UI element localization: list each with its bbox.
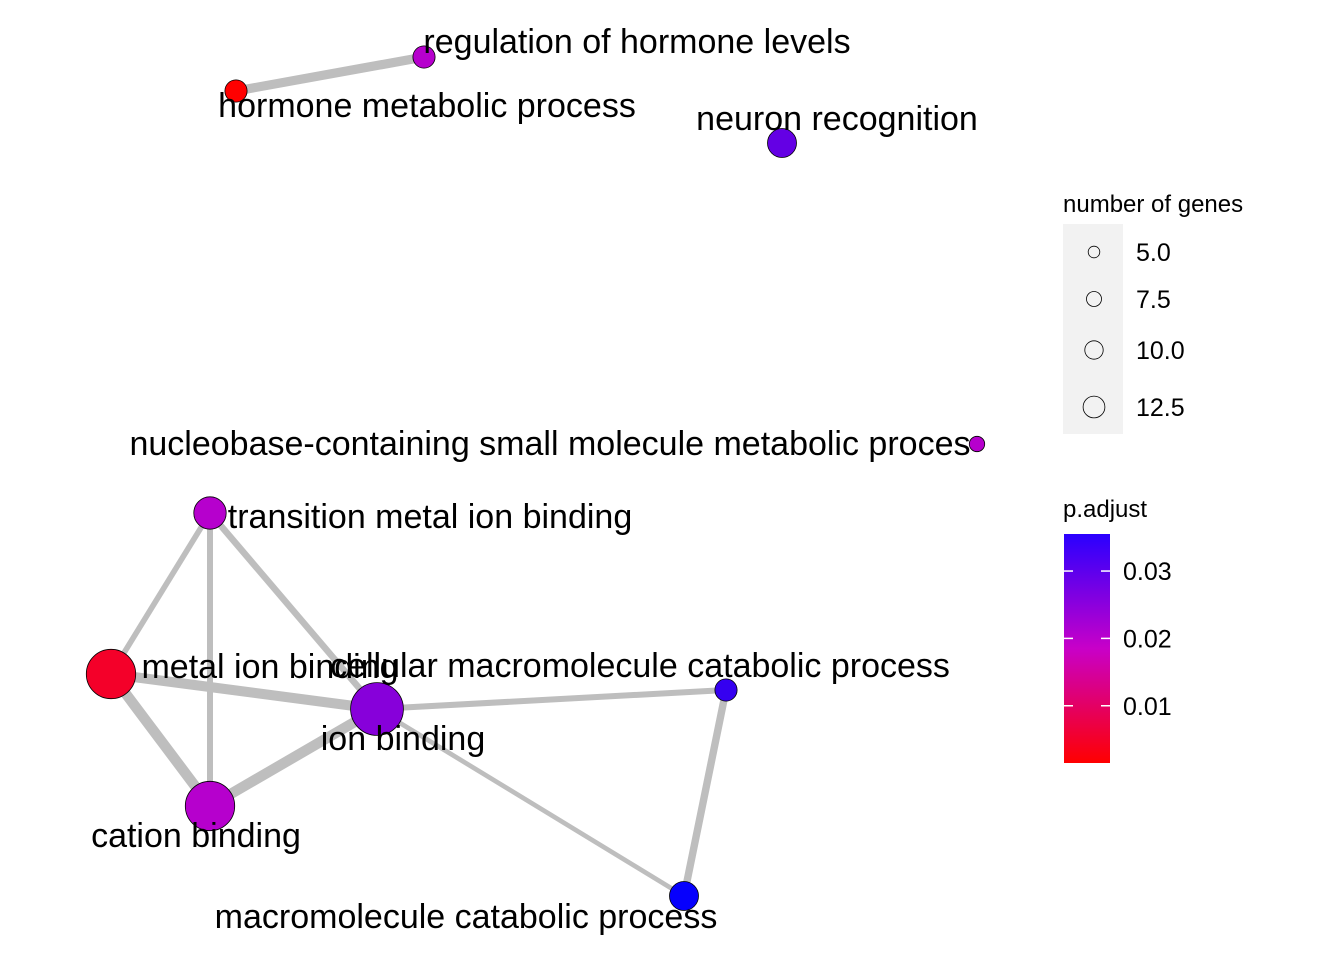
edge-cellular_macromolecule_catabolic-macromolecule_catabolic bbox=[684, 690, 726, 896]
size-legend-circle bbox=[1083, 396, 1105, 418]
size-legend-circle bbox=[1088, 246, 1100, 258]
node-label-cation_binding: cation binding bbox=[91, 817, 301, 855]
node-metal_ion_binding[interactable] bbox=[86, 649, 135, 698]
node-label-regulation_of_hormone_levels: regulation of hormone levels bbox=[423, 23, 851, 61]
nodes-layer bbox=[86, 46, 984, 911]
node-nucleobase_small_molecule[interactable] bbox=[969, 436, 984, 451]
size-legend-label: 12.5 bbox=[1136, 394, 1185, 422]
size-legend-label: 10.0 bbox=[1136, 337, 1185, 365]
color-legend-tick-label: 0.03 bbox=[1123, 558, 1172, 587]
color-legend-tick-label: 0.02 bbox=[1123, 625, 1172, 654]
color-legend-bar bbox=[1064, 534, 1110, 763]
node-label-hormone_metabolic_process: hormone metabolic process bbox=[218, 87, 636, 125]
node-label-transition_metal_ion_binding: transition metal ion binding bbox=[227, 498, 633, 536]
size-legend-circle bbox=[1085, 341, 1103, 359]
node-label-cellular_macromolecule_catabolic: cellular macromolecule catabolic process bbox=[330, 647, 950, 685]
node-transition_metal_ion_binding[interactable] bbox=[194, 497, 226, 529]
node-label-macromolecule_catabolic: macromolecule catabolic process bbox=[214, 898, 718, 936]
size-legend-label: 5.0 bbox=[1136, 239, 1171, 267]
size-legend bbox=[1063, 191, 1243, 434]
edge-hormone_metabolic_process-regulation_of_hormone_levels bbox=[236, 57, 424, 91]
color-legend bbox=[1063, 496, 1172, 763]
edges-layer bbox=[111, 57, 726, 896]
size-legend-label: 7.5 bbox=[1136, 286, 1171, 314]
edge-ion_binding-cellular_macromolecule_catabolic bbox=[377, 690, 726, 709]
color-legend-title: p.adjust bbox=[1063, 496, 1148, 523]
node-label-nucleobase_small_molecule: nucleobase-containing small molecule metabolic proces bbox=[129, 425, 971, 463]
node-label-neuron_recognition: neuron recognition bbox=[696, 100, 978, 138]
color-legend-tick-label: 0.01 bbox=[1123, 692, 1172, 721]
node-label-metal_ion_binding: metal ion binding bbox=[141, 648, 399, 686]
size-legend-circle bbox=[1087, 292, 1102, 307]
size-legend-title: number of genes bbox=[1063, 191, 1244, 218]
node-label-ion_binding: ion binding bbox=[320, 720, 486, 758]
